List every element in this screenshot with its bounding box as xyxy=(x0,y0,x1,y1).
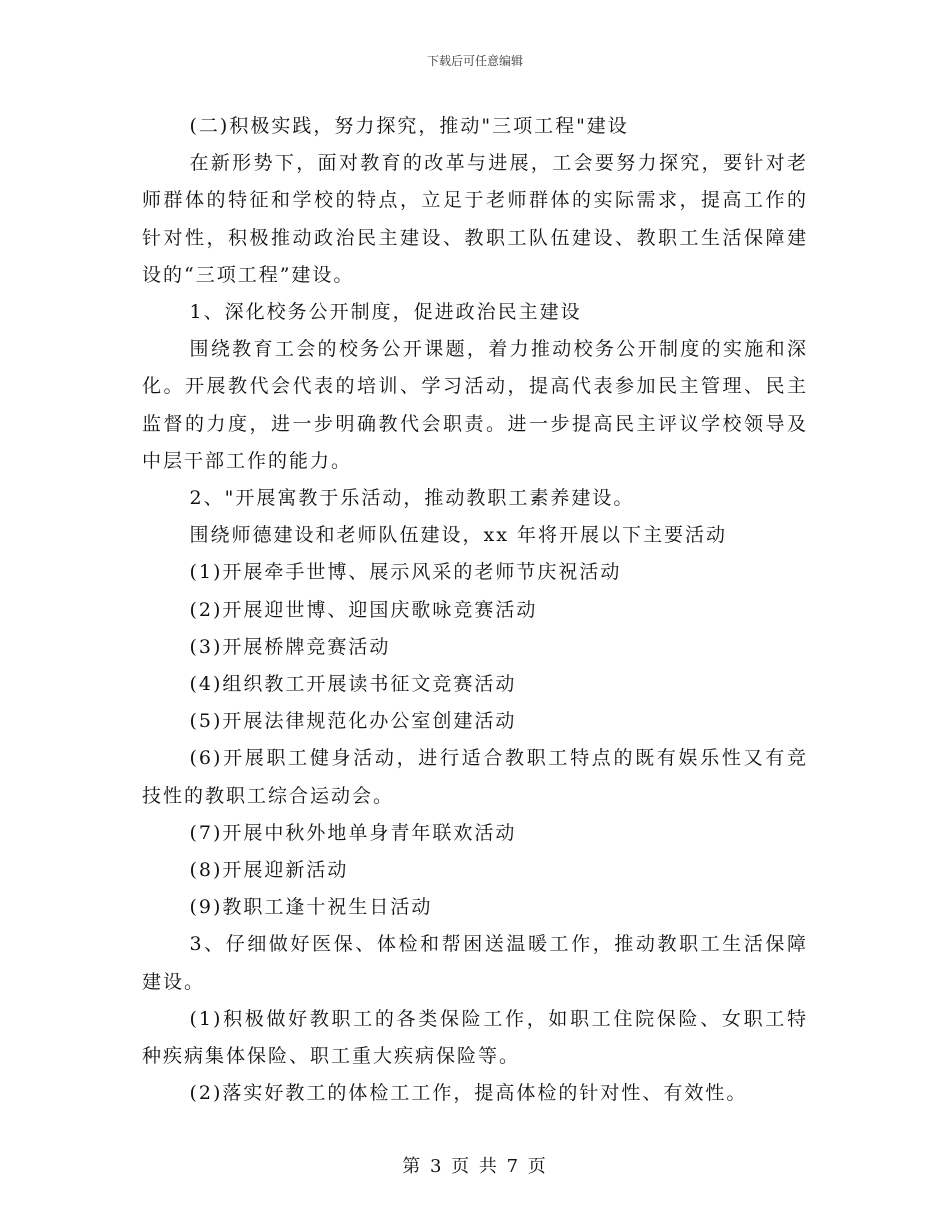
subsection-heading: 2、"开展寓教于乐活动，推动教职工素养建设。 xyxy=(189,487,635,510)
subsection-heading: 1、深化校务公开制度，促进政治民主建设 xyxy=(189,301,582,324)
list-item: (1)开展牵手世博、展示风采的老师节庆祝活动 xyxy=(189,561,622,584)
subsection-heading: 3、仔细做好医保、体检和帮困送温暖工作，推动教职工生活保障建设。 xyxy=(142,933,808,993)
paragraph: 在新形势下，面对教育的改革与进展，工会要努力探究，要针对老师群体的特征和学校的特点，立足于老师群体的实际需求，提高工作的针对性，积极推动政治民主建设、教职工队伍建设、教职工生活保障建设的“三项工程”建设。 xyxy=(142,152,808,286)
list-item: (3)开展桥牌竞赛活动 xyxy=(189,635,391,658)
list-item: (4)组织教工开展读书征文竞赛活动 xyxy=(189,673,517,696)
list-item: (7)开展中秋外地单身青年联欢活动 xyxy=(189,821,517,844)
page-header: 下载后可任意编辑 xyxy=(426,54,523,68)
list-item: (9)教职工逢十祝生日活动 xyxy=(189,896,433,919)
section-heading: (二)积极实践，努力探究，推动"三项工程"建设 xyxy=(189,115,629,137)
page-footer: 第 3 页 共 7 页 xyxy=(402,1156,548,1177)
paragraph: 围绕教育工会的校务公开课题，着力推动校务公开制度的实施和深化。开展教代会代表的培训、学习活动，提高代表参加民主管理、民主监督的力度，进一步明确教代会职责。进一步提高民主评议学校领导及中层干部工作的能力。 xyxy=(142,338,808,472)
list-item: (2)开展迎世博、迎国庆歌咏竞赛活动 xyxy=(189,598,538,621)
paragraph: 围绕师德建设和老师队伍建设，xx 年将开展以下主要活动 xyxy=(189,524,727,547)
document-body xyxy=(142,108,808,1112)
list-item: (6)开展职工健身活动，进行适合教职工特点的既有娱乐性又有竞技性的教职工综合运动会。 xyxy=(142,747,808,807)
list-item: (1)积极做好教职工的各类保险工作，如职工住院保险、女职工特种疾病集体保险、职工重大疾病保险等。 xyxy=(142,1007,808,1068)
list-item: (2)落实好教工的体检工工作，提高体检的针对性、有效性。 xyxy=(189,1082,748,1105)
list-item: (5)开展法律规范化办公室创建活动 xyxy=(189,710,517,733)
list-item: (8)开展迎新活动 xyxy=(189,859,349,882)
